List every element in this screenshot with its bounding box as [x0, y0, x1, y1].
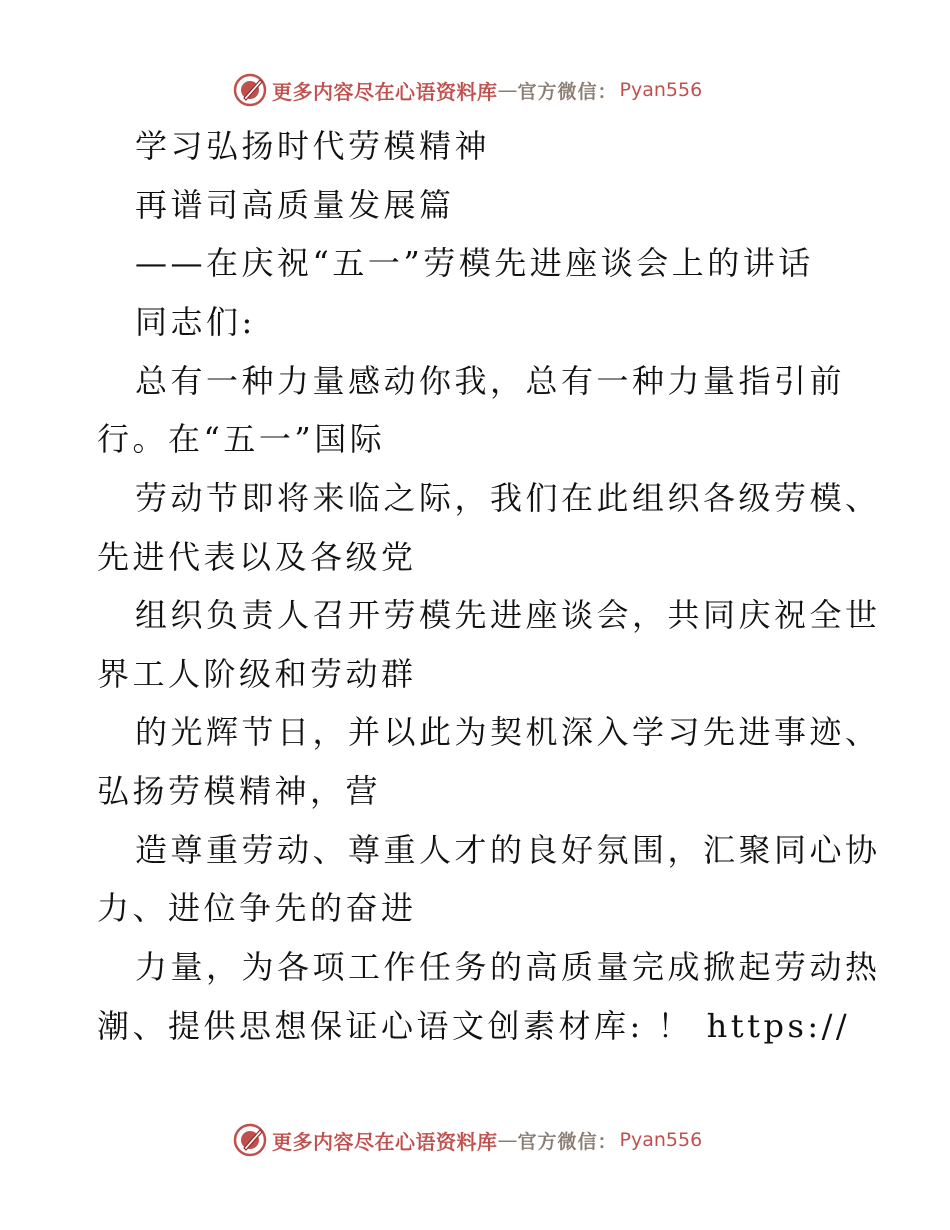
paragraph-line: 的光辉节日，并以此为契机深入学习先进事迹、 [135, 713, 881, 751]
banner-wechat-id: Pyan556 [619, 79, 703, 101]
paragraph-line: 行。在“五一”国际 [97, 420, 386, 458]
banner-title: 更多内容尽在心语资料库 [272, 1129, 498, 1154]
title-line-2: 再谱司高质量发展篇 [135, 186, 455, 224]
salutation: 同志们: [135, 303, 256, 341]
paragraph-line: 组织负责人召开劳模先进座谈会，共同庆祝全世 [135, 596, 881, 634]
paragraph-line: 力量，为各项工作任务的高质量完成掀起劳动热 [135, 948, 881, 986]
banner-dash: — [497, 1128, 518, 1152]
pen-logo-icon [232, 1122, 268, 1158]
banner-wechat-id: Pyan556 [619, 1129, 703, 1151]
pen-logo-icon [232, 72, 268, 108]
header-banner [232, 70, 702, 110]
title-line-1: 学习弘扬时代劳模精神 [135, 127, 491, 165]
paragraph-line: 界工人阶级和劳动群 [97, 655, 417, 693]
banner-dash: — [497, 78, 518, 102]
paragraph-line: 先进代表以及各级党 [97, 538, 417, 576]
paragraph-line: 弘扬劳模精神，营 [97, 772, 382, 810]
paragraph-line: 潮、提供思想保证心语文创素材库: ！ https:// [97, 1007, 851, 1045]
footer-banner [232, 1120, 702, 1160]
banner-wechat-label: 官方微信： [517, 1130, 618, 1153]
banner-title: 更多内容尽在心语资料库 [272, 79, 498, 104]
paragraph-line: 总有一种力量感动你我，总有一种力量指引前 [135, 362, 846, 400]
paragraph-line: 劳动节即将来临之际，我们在此组织各级劳模、 [135, 479, 881, 517]
paragraph-line: 造尊重劳动、尊重人才的良好氛围，汇聚同心协 [135, 831, 881, 869]
banner-wechat-label: 官方微信： [517, 80, 618, 103]
subtitle-line: ——在庆祝“五一”劳模先进座谈会上的讲话 [135, 244, 814, 282]
paragraph-line: 力、进位争先的奋进 [97, 889, 417, 927]
